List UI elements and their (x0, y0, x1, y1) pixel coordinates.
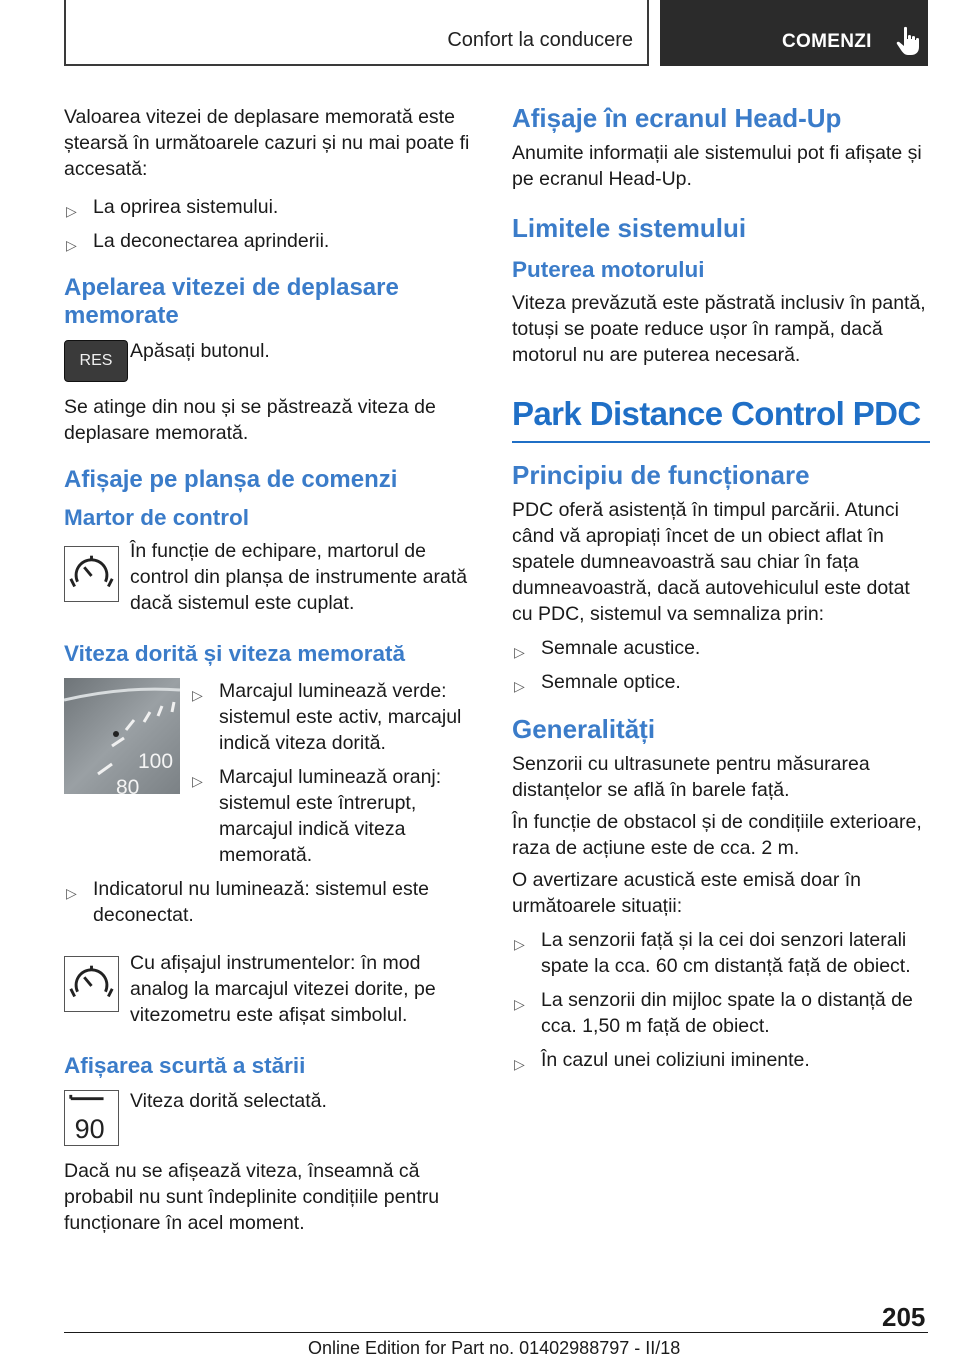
left-column (64, 104, 482, 1236)
triangle-bullet-icon: ▷ (192, 773, 203, 789)
speedometer-indicator-icon (64, 956, 119, 1012)
heading-general: Generalități (512, 714, 656, 744)
triangle-bullet-icon: ▷ (66, 885, 77, 901)
closing-paragraph: Dacă nu se afișează viteza, înseamnă că probabil nu sunt îndeplinite condițiile pentru funcționare în acel moment. (64, 1160, 440, 1234)
chapter-tab (660, 0, 928, 66)
analog-row (64, 950, 482, 1028)
res-button-icon: RES (64, 340, 128, 382)
principle-text: PDC oferă asistență în timpul parcării. Atunci când vă apropiați încet de un obiect aflat în spatele dumneavoastră sau chiar în fața dumneavoastră, dacă autovehiculul este dotat cu PDC, sistemul va semnaliza prin: (512, 499, 910, 625)
list-item: ▷ Semnale optice. (512, 669, 930, 695)
hand-pointer-icon (896, 26, 922, 56)
edition-footer: Online Edition for Part no. 01402988797 - II/18 (308, 1338, 681, 1358)
list-item: ▷ Indicatorul nu luminează: sistemul este deconectat. (66, 878, 430, 926)
heading-power: Puterea motorului (512, 257, 705, 282)
svg-text:80: 80 (116, 776, 140, 794)
chapter-tab-label: COMENZI (782, 31, 872, 52)
heading-speed: Viteza dorită și viteza memorată (64, 641, 405, 666)
heading-principle: Principiu de funcționare (512, 460, 810, 490)
triangle-bullet-icon: ▷ (514, 644, 525, 660)
heading-pdc: Park Distance Control PDC (512, 394, 930, 443)
res-row (64, 338, 482, 390)
short-status-text: Viteza dorită selectată. (130, 1090, 327, 1112)
target-speed-icon (64, 1090, 119, 1146)
indicator-text: În funcție de echipare, martorul de control din planșa de instrumente arată dacă sistemul este cuplat. (130, 540, 468, 614)
res-text: Apăsați butonul. (130, 340, 270, 362)
heading-headup: Afișaje în ecranul Head-Up (512, 103, 842, 133)
recall-text: Se atinge din nou și se păstrează viteza de deplasare memorată. (64, 396, 436, 444)
list-item: ▷ Semnale acustice. (512, 635, 930, 661)
section-tab (64, 0, 649, 66)
speedometer-indicator-icon (64, 546, 119, 602)
intro-paragraph: Valoarea vitezei de deplasare memorată este ștearsă în următoarele cazuri și nu mai poate fi accesată: (64, 106, 470, 180)
headup-text: Anumite informații ale sistemului pot fi afișate și pe ecranul Head-Up. (512, 142, 922, 190)
section-tab-label: Confort la conducere (447, 29, 633, 51)
heading-recall: Apelarea vitezei de deplasare memorate (64, 274, 399, 329)
triangle-bullet-icon: ▷ (514, 996, 525, 1012)
triangle-bullet-icon: ▷ (192, 687, 203, 703)
heading-short-status: Afișarea scurtă a stării (64, 1053, 306, 1078)
list-item: ▷ Marcajul luminează oranj: sistemul este întrerupt, marcajul indică viteza memorată. (192, 766, 442, 866)
general-list (512, 927, 930, 1073)
right-column (512, 104, 930, 1081)
speedometer-gauge-image (64, 678, 180, 794)
heading-limits: Limitele sistemului (512, 213, 747, 243)
triangle-bullet-icon: ▷ (66, 203, 77, 219)
speed-list-2 (64, 876, 482, 928)
triangle-bullet-icon: ▷ (514, 936, 525, 952)
triangle-bullet-icon: ▷ (514, 1056, 525, 1072)
indicator-row (64, 538, 482, 616)
principle-list (512, 635, 930, 695)
speed-gauge-block (64, 678, 482, 868)
list-item: ▷ Marcajul luminează verde: sistemul este activ, marcajul indică viteza dorită. (192, 680, 462, 754)
svg-text:100: 100 (138, 750, 174, 773)
general-text-1: Senzorii cu ultrasunete pentru măsurarea distanțelor se află în barele față. (512, 753, 870, 801)
analog-text: Cu afișajul instrumentelor: în mod analog la marcajul vitezei dorite, pe vitezometru este afișat simbolul. (130, 952, 436, 1026)
heading-indicator: Martor de control (64, 505, 250, 530)
svg-text:90: 90 (74, 1114, 105, 1145)
list-item: ▷ La oprirea sistemului. (64, 194, 482, 220)
heading-display: Afișaje pe planșa de comenzi (64, 466, 398, 493)
intro-list (64, 194, 482, 254)
short-status-row (64, 1088, 482, 1154)
general-text-3: O avertizare acustică este emisă doar în următoarele situații: (512, 869, 861, 917)
page-number: 205 (882, 1302, 926, 1332)
power-text: Viteza prevăzută este păstrată inclusiv în pantă, totuși se poate reduce ușor în rampă, dacă motorul nu are puterea necesară. (512, 292, 926, 366)
list-item: ▷ La senzorii din mijloc spate la o distanță de cca. 1,50 m față de obiect. (514, 989, 913, 1037)
general-text-2: În funcție de obstacol și de condițiile exterioare, raza de acțiune este de cca. 2 m. (512, 811, 922, 859)
triangle-bullet-icon: ▷ (514, 678, 525, 694)
list-item: ▷ În cazul unei coliziuni iminente. (512, 1047, 930, 1073)
list-item: ▷ La senzorii față și la cei doi senzori laterali spate la cca. 60 cm distanță față de obiect. (514, 929, 911, 977)
triangle-bullet-icon: ▷ (66, 237, 77, 253)
list-item: ▷ La deconectarea aprinderii. (64, 228, 482, 254)
footer-divider (64, 1332, 928, 1333)
